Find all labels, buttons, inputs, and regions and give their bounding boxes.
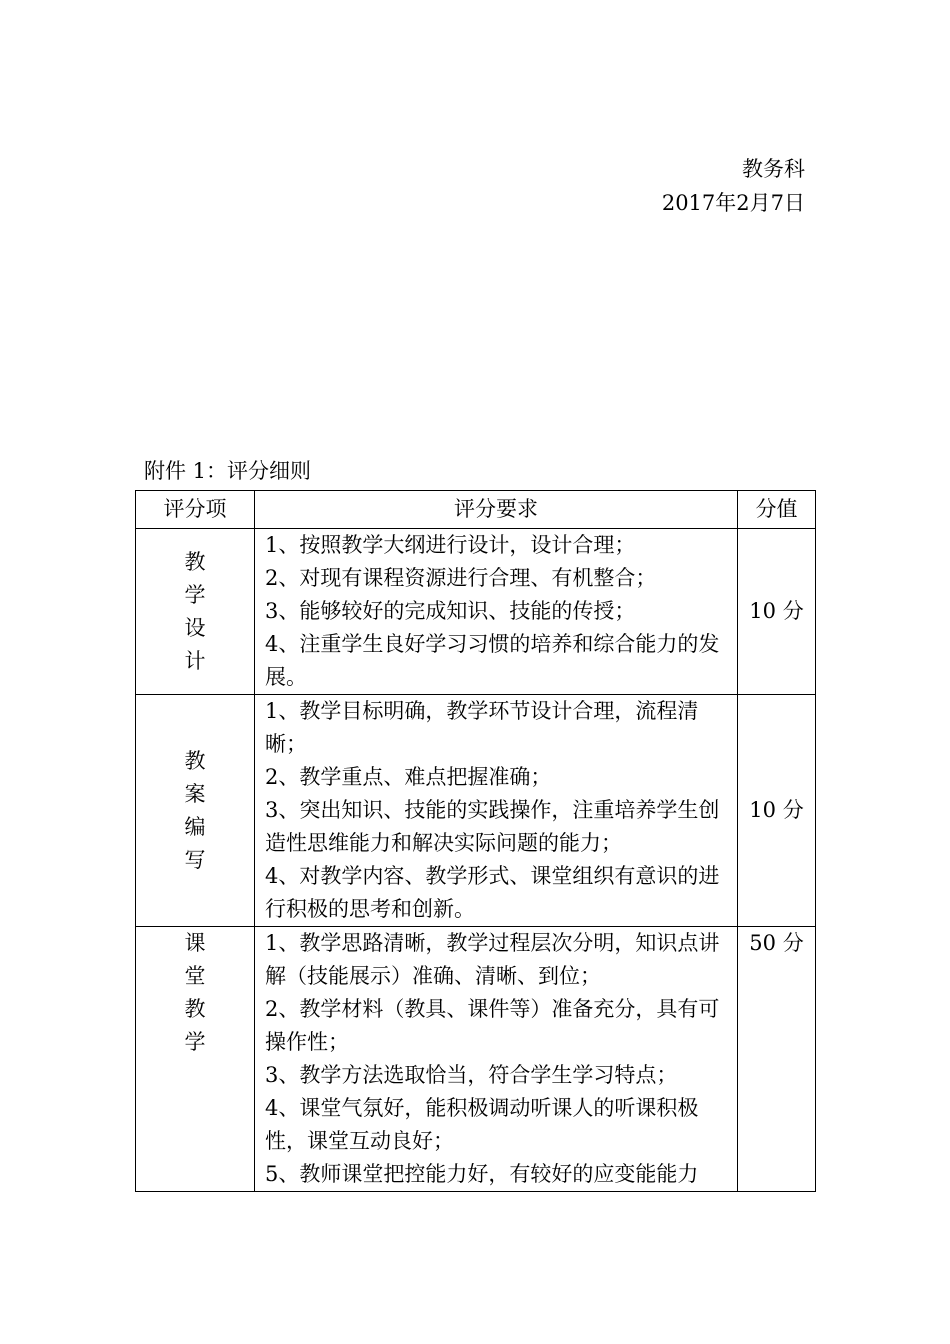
header-item: 评分项 xyxy=(136,491,255,529)
score-cell: 10 分 xyxy=(738,529,816,695)
requirement-line: 4、课堂气氛好，能积极调动听课人的听课积极性，课堂互动良好； xyxy=(265,1096,699,1153)
requirement-line: 3、能够较好的完成知识、技能的传授； xyxy=(265,599,636,623)
requirement-line: 4、注重学生良好学习习惯的培养和综合能力的发展。 xyxy=(265,632,720,689)
requirement-line: 1、教学目标明确，教学环节设计合理，流程清晰； xyxy=(265,699,699,756)
item-char: 设 xyxy=(184,615,206,640)
item-char: 教 xyxy=(184,748,206,773)
header-requirement: 评分要求 xyxy=(255,491,738,529)
item-char: 计 xyxy=(184,648,206,673)
requirement-line: 1、教学思路清晰，教学过程层次分明，知识点讲解（技能展示）准确、清晰、到位； xyxy=(265,931,720,988)
requirement-line: 2、教学重点、难点把握准确； xyxy=(265,765,552,789)
table-row xyxy=(136,695,816,927)
item-char: 教 xyxy=(184,549,206,574)
item-char: 编 xyxy=(184,814,206,839)
requirement-cell xyxy=(255,927,738,1192)
item-char: 课 xyxy=(184,931,206,955)
score-cell: 50 分 xyxy=(738,927,816,1192)
item-cell-teaching-design xyxy=(136,529,255,695)
item-cell-lesson-plan xyxy=(136,695,255,927)
table-row xyxy=(136,927,816,1192)
requirement-cell xyxy=(255,529,738,695)
requirement-line: 3、突出知识、技能的实践操作，注重培养学生创造性思维能力和解决实际问题的能力； xyxy=(265,798,720,855)
table-row xyxy=(136,529,816,695)
requirement-line: 4、对教学内容、教学形式、课堂组织有意识的进行积极的思考和创新。 xyxy=(265,864,720,921)
item-char: 教 xyxy=(184,997,206,1021)
table-header-row xyxy=(136,491,816,529)
department-name: 教务科 xyxy=(742,157,805,181)
score-cell: 10 分 xyxy=(738,695,816,927)
requirement-line: 2、教学材料（教具、课件等）准备充分，具有可操作性； xyxy=(265,997,720,1054)
header-score: 分值 xyxy=(738,491,816,529)
requirement-line: 5、教师课堂把控能力好，有较好的应变能能力 xyxy=(265,1162,699,1186)
item-char: 写 xyxy=(184,847,206,872)
item-char: 案 xyxy=(184,781,206,806)
item-cell-classroom-teaching xyxy=(136,927,255,1192)
requirement-line: 3、教学方法选取恰当，符合学生学习特点； xyxy=(265,1063,678,1087)
item-char: 学 xyxy=(184,1030,206,1054)
item-char: 堂 xyxy=(184,964,206,988)
requirement-line: 2、对现有课程资源进行合理、有机整合； xyxy=(265,566,657,590)
signature-date: 2017年2月7日 xyxy=(661,191,805,215)
requirement-cell xyxy=(255,695,738,927)
requirement-line: 1、按照教学大纲进行设计，设计合理； xyxy=(265,533,636,557)
attachment-title: 附件 1：评分细则 xyxy=(144,459,312,483)
item-char: 学 xyxy=(184,582,206,607)
scoring-table xyxy=(135,490,816,1192)
